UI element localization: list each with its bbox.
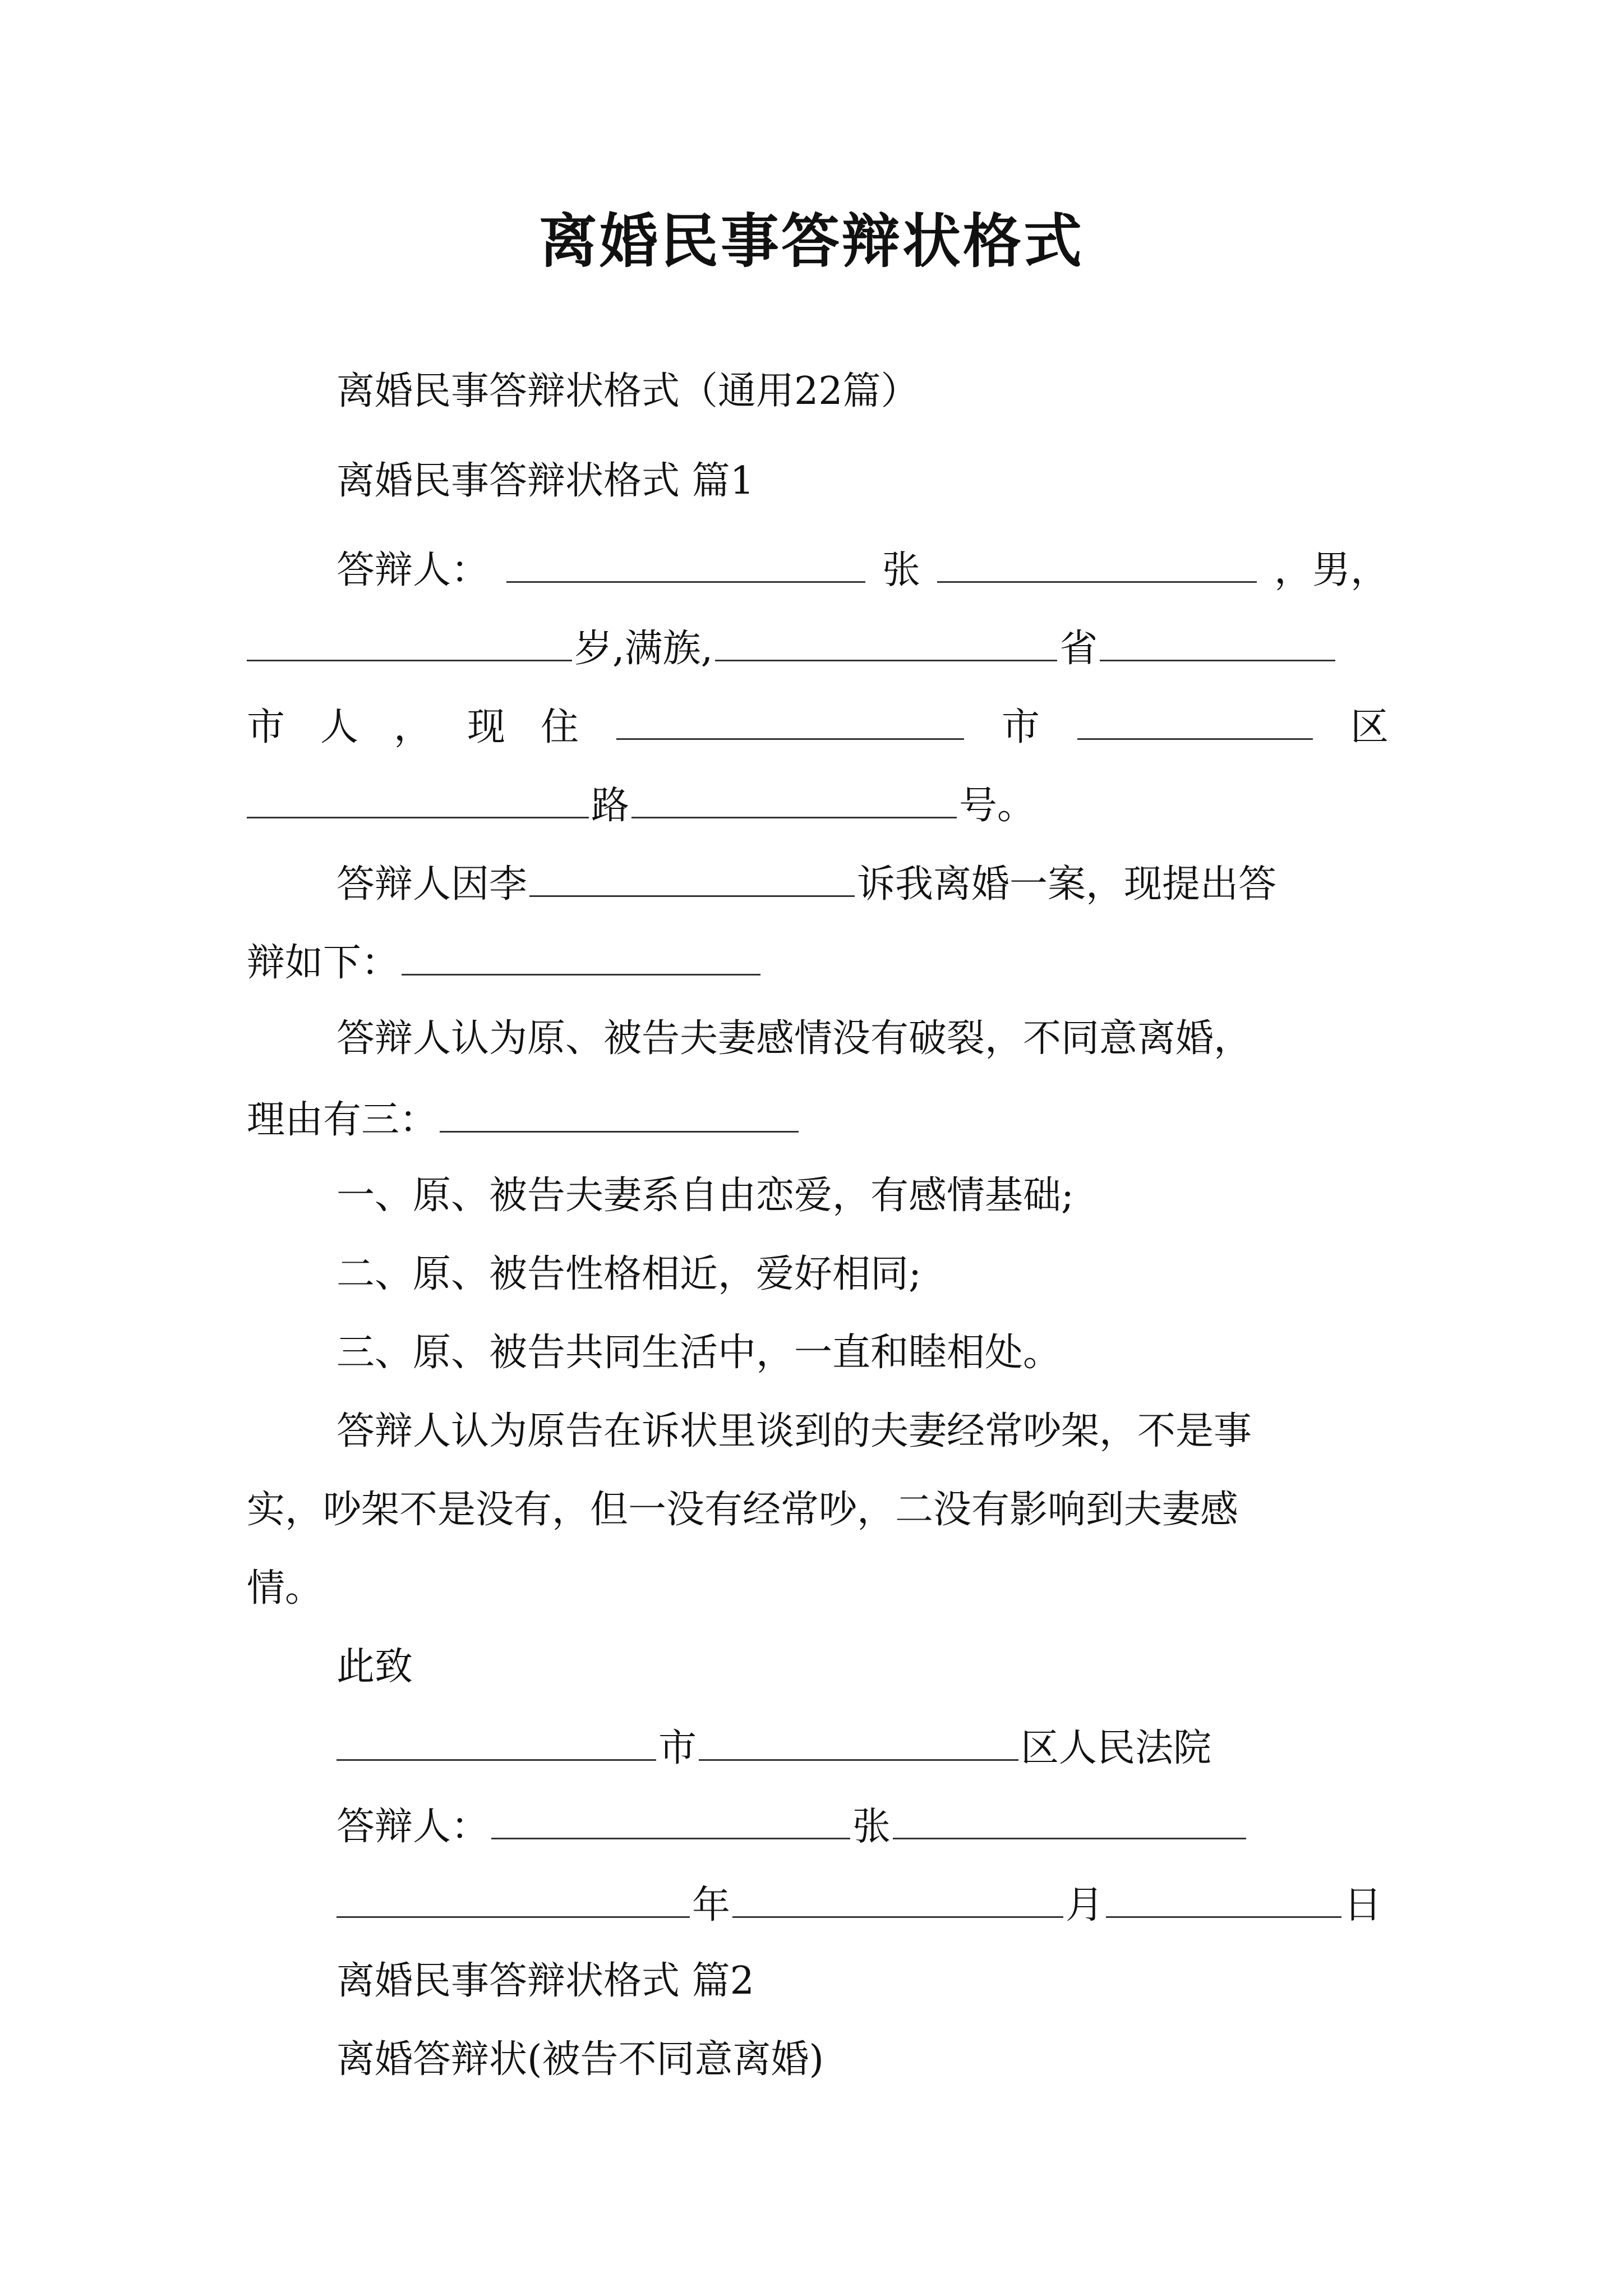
reason-line-2 <box>247 1091 801 1147</box>
reason-intro: 理由有三： <box>247 1098 438 1142</box>
intro-line-2 <box>247 933 763 990</box>
reason-line-1: 答辩人认为原、被告夫妻感情没有破裂，不同意离婚， <box>336 1016 1252 1061</box>
addr-char-3: ， <box>394 705 432 749</box>
day-label: 日 <box>1344 1883 1382 1927</box>
signature-label: 答辩人： <box>336 1805 490 1849</box>
respondent-name-blank <box>506 541 865 583</box>
claim-line-1: 答辩人认为原告在诉状里谈到的夫妻经常吵架，不是事 <box>336 1409 1252 1453</box>
address-district-blank <box>1077 698 1313 740</box>
address-line-2 <box>247 776 1035 833</box>
respondent-line <box>336 541 1389 597</box>
addr-char-2: 人 <box>320 705 359 749</box>
intro-continuation: 辩如下： <box>247 941 400 985</box>
age-suffix: 岁,满族, <box>574 627 713 671</box>
section2-heading: 离婚民事答辩状格式 篇2 <box>336 1959 754 2003</box>
intro-blank <box>402 933 760 976</box>
signature-blank <box>491 1797 850 1839</box>
addr-char-5: 住 <box>541 705 579 749</box>
plaintiff-name-blank <box>529 855 855 897</box>
intro-suffix: 诉我离婚一案，现提出答 <box>857 862 1277 907</box>
road-label: 路 <box>591 784 630 828</box>
year-label: 年 <box>692 1883 731 1927</box>
day-blank <box>1106 1876 1341 1918</box>
court-city-blank <box>336 1719 656 1761</box>
month-label: 月 <box>1066 1883 1104 1927</box>
intro-prefix: 答辩人因李 <box>336 862 528 907</box>
road-blank <box>631 776 957 818</box>
province-label: 省 <box>1059 627 1098 671</box>
intro-line-1 <box>336 855 1276 912</box>
date-line <box>336 1876 1382 1932</box>
addr-char-1: 市 <box>247 705 285 749</box>
claim-line-3: 情。 <box>247 1566 324 1611</box>
respondent-label: 答辩人： <box>336 548 490 592</box>
reason-blank <box>440 1091 799 1133</box>
reason-item-2: 二、原、被告性格相近，爱好相同; <box>336 1252 921 1296</box>
respondent-sex: ，男， <box>1274 548 1389 592</box>
signature-line <box>336 1797 1248 1854</box>
age-line <box>247 619 1338 676</box>
respondent-surname: 张 <box>882 548 920 592</box>
claim-line-2: 实，吵架不是没有，但一没有经常吵，二没有影响到夫妻感 <box>247 1488 1239 1532</box>
salutation: 此致 <box>336 1645 413 1689</box>
district-blank <box>247 776 589 818</box>
address-city-label: 市 <box>1001 705 1040 749</box>
court-name: 区人民法院 <box>1021 1726 1212 1770</box>
address-district-label: 区 <box>1350 705 1389 749</box>
section1-heading: 离婚民事答辩状格式 篇1 <box>336 459 754 503</box>
address-line-1 <box>247 698 1389 754</box>
document-subtitle: 离婚民事答辩状格式（通用22篇） <box>336 369 919 413</box>
court-line <box>336 1719 1211 1775</box>
document-title: 离婚民事答辩状格式 <box>538 206 1084 275</box>
court-district-blank <box>699 1719 1018 1761</box>
addr-char-4: 现 <box>467 705 506 749</box>
reason-item-1: 一、原、被告夫妻系自由恋爱，有感情基础; <box>336 1174 1074 1218</box>
signature-blank-2 <box>893 1797 1246 1839</box>
year-blank <box>336 1876 690 1918</box>
court-city-label: 市 <box>658 1726 697 1770</box>
number-label: 号。 <box>959 784 1036 828</box>
respondent-name-blank-2 <box>937 541 1257 583</box>
province-blank <box>1100 619 1335 661</box>
section2-title: 离婚答辩状(被告不同意离婚) <box>336 2037 824 2082</box>
month-blank <box>732 1876 1063 1918</box>
reason-item-3: 三、原、被告共同生活中，一直和睦相处。 <box>336 1331 1062 1375</box>
age-blank <box>247 619 572 661</box>
signature-surname: 张 <box>852 1805 891 1849</box>
address-city-blank <box>616 698 964 740</box>
hometown-blank <box>715 619 1057 661</box>
